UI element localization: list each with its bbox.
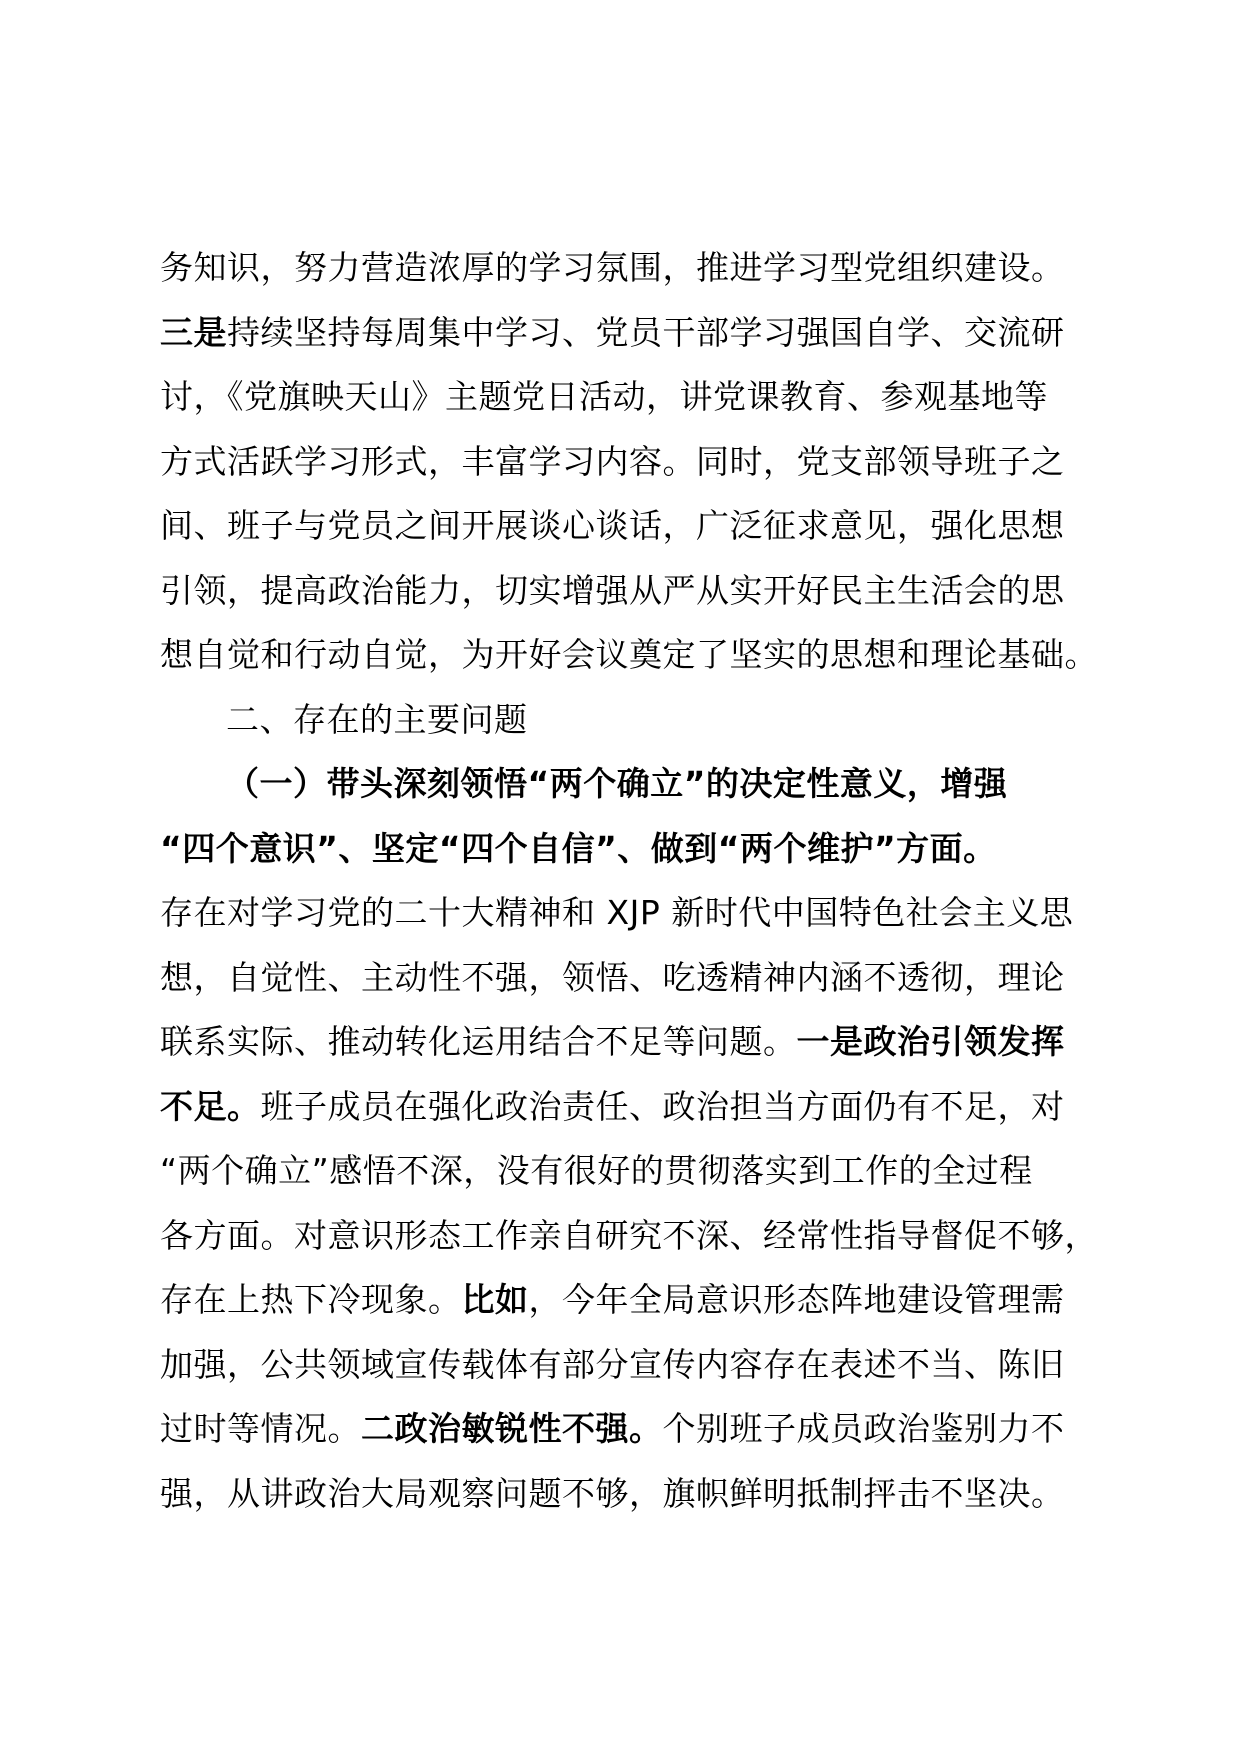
text-run: 联系实际、推动转化运用结合不足等问题。 xyxy=(160,1022,797,1061)
text-line xyxy=(160,559,1120,624)
text-line xyxy=(160,494,1120,559)
text-run: 想自觉和行动自觉，为开好会议奠定了坚实的思想和理论基础。 xyxy=(160,635,1098,674)
text-line xyxy=(160,1010,1120,1075)
text-line xyxy=(160,1075,1120,1140)
text-run: 个别班子成员政治鉴别力不 xyxy=(662,1409,1065,1448)
text-line xyxy=(160,817,1120,882)
text-run: ，今年全局意识形态阵地建设管理需 xyxy=(528,1280,1065,1319)
text-run: 存在对学习党的二十大精神和 XJP 新时代中国特色社会主义思 xyxy=(160,893,1074,932)
text-line xyxy=(160,1462,1120,1527)
text-line xyxy=(160,365,1120,430)
bold-text-run: 一是政治引领发挥 xyxy=(796,1022,1065,1061)
text-line xyxy=(160,301,1120,366)
bold-text-run: 三是 xyxy=(160,312,227,352)
text-run: 引领，提高政治能力，切实增强从严从实开好民主生活会的思 xyxy=(160,570,1065,610)
text-run: 存在上热下冷现象。 xyxy=(160,1280,462,1319)
text-line xyxy=(160,1204,1120,1269)
text-run: 持续坚持每周集中学习、党员干部学习强国自学、交流研 xyxy=(227,312,1065,352)
text-line xyxy=(160,236,1120,301)
text-line xyxy=(160,1139,1120,1204)
text-line xyxy=(160,1333,1120,1398)
text-run: 方式活跃学习形式，丰富学习内容。同时，党支部领导班子之 xyxy=(160,441,1065,481)
text-run: 间、班子与党员之间开展谈心谈话，广泛征求意见，强化思想 xyxy=(160,506,1065,545)
text-run: 强，从讲政治大局观察问题不够，旗帜鲜明抵制抨击不坚决。 xyxy=(160,1473,1065,1513)
text-line xyxy=(160,946,1120,1011)
text-line xyxy=(160,1268,1120,1333)
bold-text-run: “四个意识”、坚定“四个自信”、做到“两个维护”方面。 xyxy=(160,828,997,868)
text-run: 班子成员在强化政治责任、政治担当方面仍有不足，对 xyxy=(260,1086,1065,1126)
text-run: 讨，《党旗映天山》主题党日活动，讲党课教育、参观基地等 xyxy=(160,377,1048,416)
text-line xyxy=(160,623,1120,688)
text-line xyxy=(160,430,1120,495)
text-line xyxy=(160,881,1120,946)
bold-text-run: 比如 xyxy=(461,1280,529,1319)
bold-text-run: 二政治敏锐性不强。 xyxy=(361,1409,663,1448)
body-text xyxy=(160,236,1120,1526)
text-line xyxy=(160,752,1120,817)
text-run: 务知识，努力营造浓厚的学习氛围，推进学习型党组织建设。 xyxy=(160,248,1065,287)
text-run: “两个确立”感悟不深，没有很好的贯彻落实到工作的全过程 xyxy=(160,1151,1033,1190)
text-line xyxy=(160,1397,1120,1462)
bold-text-run: （一）带头深刻领悟“两个确立”的决定性意义，增强 xyxy=(226,764,1008,803)
text-run: 各方面。对意识形态工作亲自研究不深、经常性指导督促不够， xyxy=(160,1215,1098,1255)
text-run: 想，自觉性、主动性不强，领悟、吃透精神内涵不透彻，理论 xyxy=(160,957,1065,997)
text-run: 过时等情况。 xyxy=(160,1409,361,1448)
text-run: 二、存在的主要问题 xyxy=(226,699,528,739)
text-run: 加强，公共领域宣传载体有部分宣传内容存在表述不当、陈旧 xyxy=(160,1344,1065,1384)
bold-text-run: 不足。 xyxy=(160,1086,261,1126)
text-line xyxy=(160,688,1120,753)
